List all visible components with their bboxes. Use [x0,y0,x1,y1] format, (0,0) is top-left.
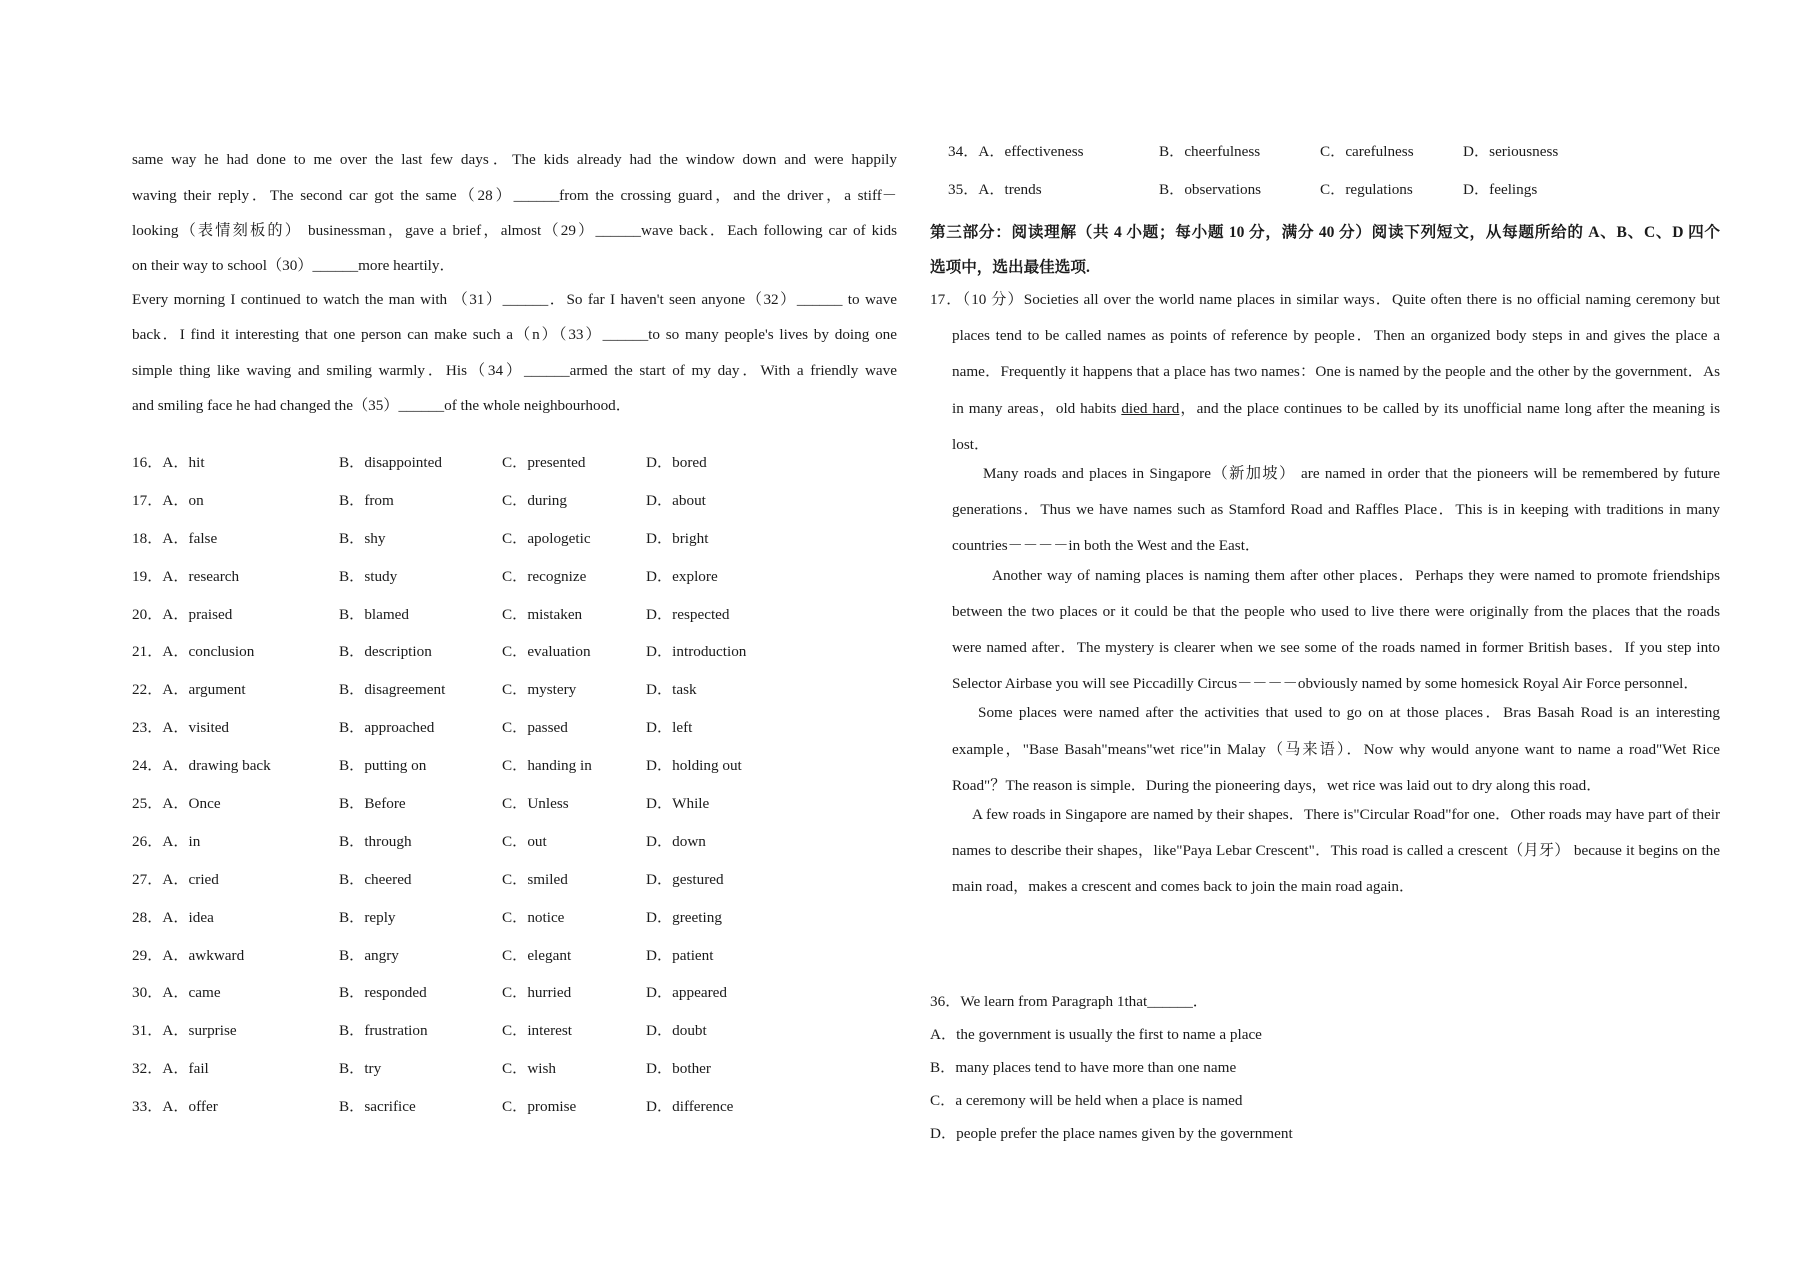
option-b: B．blamed [339,605,410,623]
option-a-text: A．visited [162,719,230,737]
option-a-text: A．on [162,491,204,509]
question-number: 20． [132,605,163,623]
option-a-text: A．effectiveness [978,143,1084,160]
question-number: 29． [132,946,163,964]
option-a-text: A．fail [162,1060,209,1078]
question-number: 35． [948,181,979,198]
option-b: B．description [339,643,432,661]
option-a [132,792,221,813]
question-number: 26． [132,832,163,850]
option-a [132,565,239,586]
question-number: 28． [132,908,163,926]
option-b: B．from [339,491,394,509]
cloze-passage [132,142,897,424]
option-row [132,906,897,944]
option-row [132,1095,897,1133]
option-a-text: A．false [162,529,218,547]
option-row [132,489,897,527]
option-b: B．disagreement [339,681,446,699]
option-row [132,868,897,906]
option-row [132,1019,897,1057]
option-row [132,603,897,641]
option-row [132,565,897,603]
option-c: C．evaluation [502,643,591,661]
option-d: D．explore [646,567,718,585]
passage-paragraph: Another way of naming places is naming them after other places．Perhaps they were named to promote friendships between the two places or it could be that the people who used to live there were originally from the places that the roads were named after．The mystery is clearer when we see some of the roads named in former British bases．If you step into Selector Airbase you will see Piccadilly Circus－－－－obviously named by some homesick Royal Air Force personnel． [952,566,1720,693]
option-d: D．seriousness [1463,143,1559,160]
option-c: C．promise [502,1098,577,1116]
cloze-line: and smiling face he had changed the（35）______of the whole neighbourhood． [132,397,631,414]
question-stem: 36．We learn from Paragraph 1that______． [930,993,1208,1010]
option-c: C．hurried [502,984,572,1002]
passage-paragraph: A few roads in Singapore are named by their shapes．There is"Circular Road"for one．Other roads may have part of their names to describe their shapes，like"Paya Lebar Crescent"．This road is called a crescent（月牙） because it begins on the main road，makes a crescent and comes back to join the main road again． [952,806,1720,896]
option-b: B．sacrifice [339,1098,416,1116]
option-row [132,527,897,565]
option-d: D．feelings [1463,181,1538,198]
option-a [132,678,246,699]
question-number: 19． [132,567,163,585]
option-a-text: A．idea [162,908,214,926]
passage-paragraph: 17．（10 分）Societies all over the world name places in similar ways．Quite often there is no official naming ceremony but places tend to be called names as points of reference by people．Then an organized body steps in and gives the place a name．Frequently it happens that a place has two names：One is named by the people and the other by the government．As in many areas，old habits died hard，and the place continues to be called by its unofficial name long after the meaning is lost． [930,291,1720,453]
option-a-text: A．praised [162,605,233,623]
option-d: D．While [646,795,710,813]
underlined-phrase: died hard [1121,399,1180,417]
answer-option: C．a ceremony will be held when a place is named [930,1092,1243,1109]
option-d: D．introduction [646,643,747,661]
option-b: B．through [339,832,412,850]
option-a-text: A．came [162,984,221,1002]
option-b: B．shy [339,529,386,547]
cloze-line: back．I find it interesting that one person can make such a（n）（33）______to so many people's lives by doing one [132,326,897,343]
option-c: C．smiled [502,870,568,888]
option-c: C．recognize [502,567,587,585]
passage-paragraph: Many roads and places in Singapore（新加坡） are named in order that the pioneers will be remembered by future generations．Thus we have names such as Stamford Road and Raffles Place．This is in keeping with traditions in many countries－－－－in both the West and the East． [952,465,1720,555]
option-b: B．frustration [339,1022,428,1040]
option-b: B．putting on [339,757,427,775]
option-a-text: A．drawing back [162,757,271,775]
question-36 [930,985,1720,1150]
option-c: C．wish [502,1060,557,1078]
option-b: B．responded [339,984,427,1002]
option-a-text: A．argument [162,681,246,699]
option-c: C．apologetic [502,529,591,547]
question-number: 34． [948,143,979,160]
option-a [132,1057,209,1078]
option-row [132,830,897,868]
question-number: 33． [132,1098,163,1116]
option-d: D．holding out [646,757,742,775]
question-number: 31． [132,1022,163,1040]
option-row [132,640,897,678]
option-c: C．notice [502,908,565,926]
option-a [132,981,221,1002]
option-b: B．observations [1159,181,1262,198]
option-a [132,451,205,472]
cloze-line: waving their reply．The second car got the same（28）______from the crossing guard，and the driver，a stiff－ [132,186,897,204]
option-a [132,1095,218,1116]
question-number: 16． [132,454,163,471]
option-d: D．respected [646,605,730,623]
option-b: B．disappointed [339,454,442,471]
option-a [132,830,200,851]
option-c: C．elegant [502,946,572,964]
option-c: C．during [502,491,567,509]
option-a-text: A．offer [162,1098,218,1116]
option-row [132,754,897,792]
option-c: C．mystery [502,681,577,699]
option-d: D．greeting [646,908,722,926]
option-b: B．reply [339,908,396,926]
cloze-options-list-continued [948,140,1708,216]
option-a-text: A．cried [162,870,219,888]
option-c: C．Unless [502,795,569,813]
cloze-line: simple thing like waving and smiling warmly．His（34）______armed the start of my day．With a friendly wave [132,361,897,379]
option-a-text: A．in [162,832,201,850]
question-number: 27． [132,870,163,888]
section-heading [930,215,1720,285]
option-d: D．appeared [646,984,727,1002]
option-d: D．gestured [646,870,724,888]
option-c: C．regulations [1320,181,1413,198]
option-b: B．approached [339,719,435,737]
option-a [948,178,1042,199]
option-b: B．study [339,567,398,585]
answer-option: A．the government is usually the first to name a place [930,1026,1262,1043]
option-a [132,1019,237,1040]
option-a [132,603,232,624]
option-a-text: A．surprise [162,1022,237,1040]
option-a-text: A．awkward [162,946,245,964]
option-a-text: A．conclusion [162,643,255,661]
option-row [132,716,897,754]
option-a [132,944,244,965]
option-row [948,140,1708,178]
option-c: C．out [502,832,547,850]
option-row [132,678,897,716]
option-d: D．doubt [646,1022,707,1040]
option-row [132,944,897,982]
option-a [132,489,204,510]
option-c: C．interest [502,1022,573,1040]
option-b: B．cheerfulness [1159,143,1261,160]
option-row [132,1057,897,1095]
question-number: 24． [132,757,163,775]
option-a [948,140,1084,161]
option-row [948,178,1708,216]
cloze-line: same way he had done to me over the last few days．The kids already had the window down and were happily [132,151,897,168]
option-c: C．presented [502,454,586,471]
option-a [132,754,271,775]
option-a [132,640,254,661]
section-heading-line: 第三部分：阅读理解（共 4 小题；每小题 10 分，满分 40 分）阅读下列短文，从每题所给的 A、B、C、D 四个 [930,224,1720,241]
option-b: B．cheered [339,870,412,888]
option-a-text: A．research [162,567,240,585]
option-d: D．about [646,491,706,509]
question-number: 17． [132,491,163,509]
cloze-line: on their way to school（30）______more heartily． [132,256,455,274]
option-d: D．task [646,681,697,699]
option-b: B．angry [339,946,399,964]
option-a [132,527,217,548]
option-d: D．down [646,832,706,850]
option-c: C．passed [502,719,568,737]
option-c: C．carefulness [1320,143,1414,160]
cloze-options-list [132,451,897,1133]
option-c: C．handing in [502,757,592,775]
option-row [132,451,897,489]
section-heading-line: 选项中，选出最佳选项. [930,259,1090,276]
question-number: 22． [132,681,163,699]
question-number: 30． [132,984,163,1002]
option-b: B．try [339,1060,382,1078]
option-d: D．patient [646,946,714,964]
option-a [132,716,229,737]
option-d: D．bored [646,454,707,471]
option-a-text: A．trends [978,181,1042,198]
cloze-line: looking（表情刻板的） businessman，gave a brief，almost（29）______wave back．Each following car of kids [132,222,897,239]
option-b: B．Before [339,795,406,813]
passage-paragraph: Some places were named after the activities that used to go on at those places．Bras Basah Road is an interesting example，"Base Basah"means"wet rice"in Malay（马来语）．Now why would anyone want to name a road"Wet Rice Road"？The reason is simple．During the pioneering days，wet rice was laid out to dry along this road． [952,704,1720,794]
option-a [132,868,219,889]
option-c: C．mistaken [502,605,583,623]
option-d: D．bother [646,1060,711,1078]
option-a-text: A．hit [162,454,205,471]
option-d: D．bright [646,529,709,547]
option-d: D．left [646,719,693,737]
question-number: 23． [132,719,163,737]
option-a [132,906,214,927]
question-number: 21． [132,643,163,661]
answer-option: D．people prefer the place names given by the government [930,1125,1293,1142]
option-d: D．difference [646,1098,734,1116]
cloze-line: Every morning I continued to watch the man with （31）______．So far I haven't seen anyone（32）______ to wave [132,290,897,308]
question-number: 32． [132,1060,163,1078]
option-row [132,981,897,1019]
answer-option: B．many places tend to have more than one name [930,1059,1237,1076]
question-number: 25． [132,795,163,813]
question-number: 18． [132,529,163,547]
reading-passage [930,282,1720,906]
option-a-text: A．Once [162,795,221,813]
option-row [132,792,897,830]
